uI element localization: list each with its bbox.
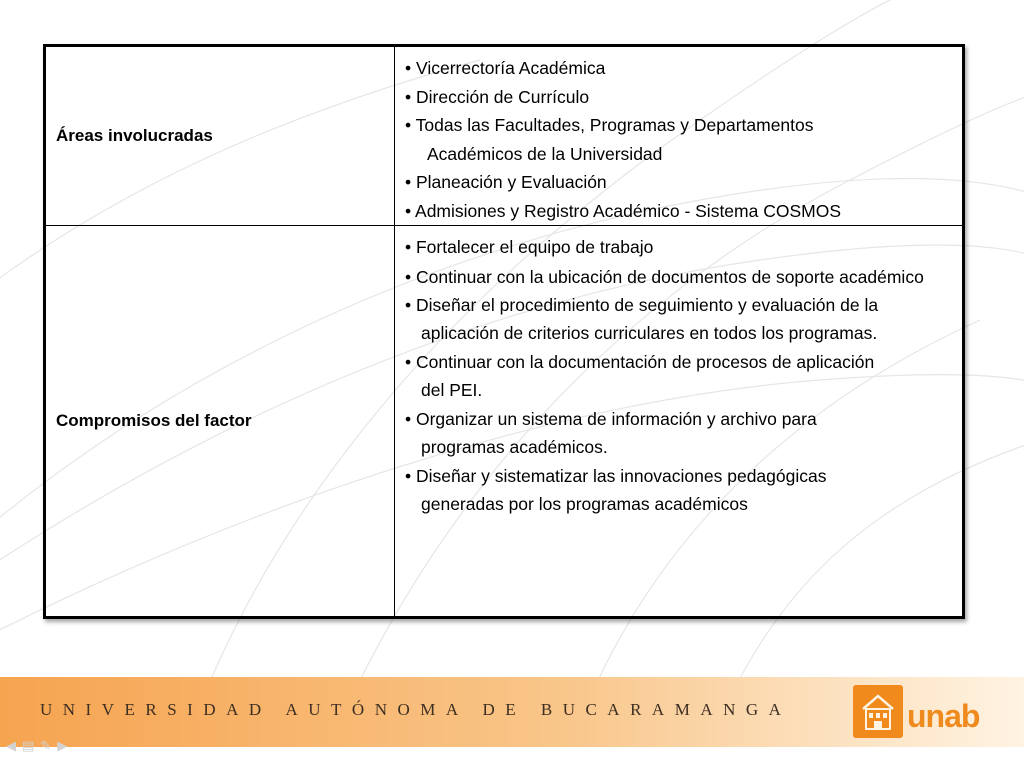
table-row-areas: [45, 46, 964, 226]
university-name: UNIVERSIDAD AUTÓNOMA DE BUCARAMANGA: [40, 700, 792, 719]
pen-icon[interactable]: ✎: [40, 738, 52, 753]
slide-menu-icon[interactable]: ▤: [22, 738, 35, 753]
list-item: • Admisiones y Registro Académico - Sistema COSMOS: [405, 200, 841, 221]
list-item: • Continuar con la documentación de procesos de aplicación: [405, 351, 875, 372]
list-item: • Planeación y Evaluación: [405, 172, 607, 192]
list-item: • Continuar con la ubicación de documentos de soporte académico: [405, 266, 924, 287]
next-slide-icon[interactable]: ▶: [57, 738, 68, 753]
row-label-compromisos: Compromisos del factor: [45, 226, 395, 618]
list-item: • Dirección de Currículo: [405, 86, 590, 107]
list-item: • Fortalecer el equipo de trabajo: [405, 237, 654, 257]
row-label-areas: Áreas involucradas: [45, 46, 395, 226]
list-item: • Vicerrectoría Académica: [405, 58, 606, 78]
bottom-strip: [0, 747, 1024, 768]
list-item-continuation: programas académicos.: [421, 437, 608, 457]
table-row-compromisos: [45, 226, 964, 618]
row-content-compromisos: [395, 226, 964, 618]
content-table: [43, 44, 965, 619]
slide-nav-controls[interactable]: [6, 738, 67, 754]
list-item: • Diseñar el procedimiento de seguimiento y evaluación de la: [405, 294, 879, 315]
list-item-continuation: del PEI.: [421, 380, 483, 400]
list-item: • Organizar un sistema de información y archivo para: [405, 408, 817, 429]
row-content-areas: [395, 46, 964, 226]
list-item: • Diseñar y sistematizar las innovaciones pedagógicas: [405, 465, 827, 486]
list-item: • Todas las Facultades, Programas y Departamentos: [405, 115, 814, 135]
university-logo-icon: [853, 685, 903, 738]
list-item-continuation: generadas por los programas académicos: [421, 494, 748, 514]
prev-slide-icon[interactable]: ◀: [6, 738, 16, 753]
list-item-continuation: aplicación de criterios curriculares en todos los programas.: [421, 323, 878, 343]
logo-text: unab: [907, 698, 980, 734]
list-item-continuation: Académicos de la Universidad: [427, 143, 663, 164]
